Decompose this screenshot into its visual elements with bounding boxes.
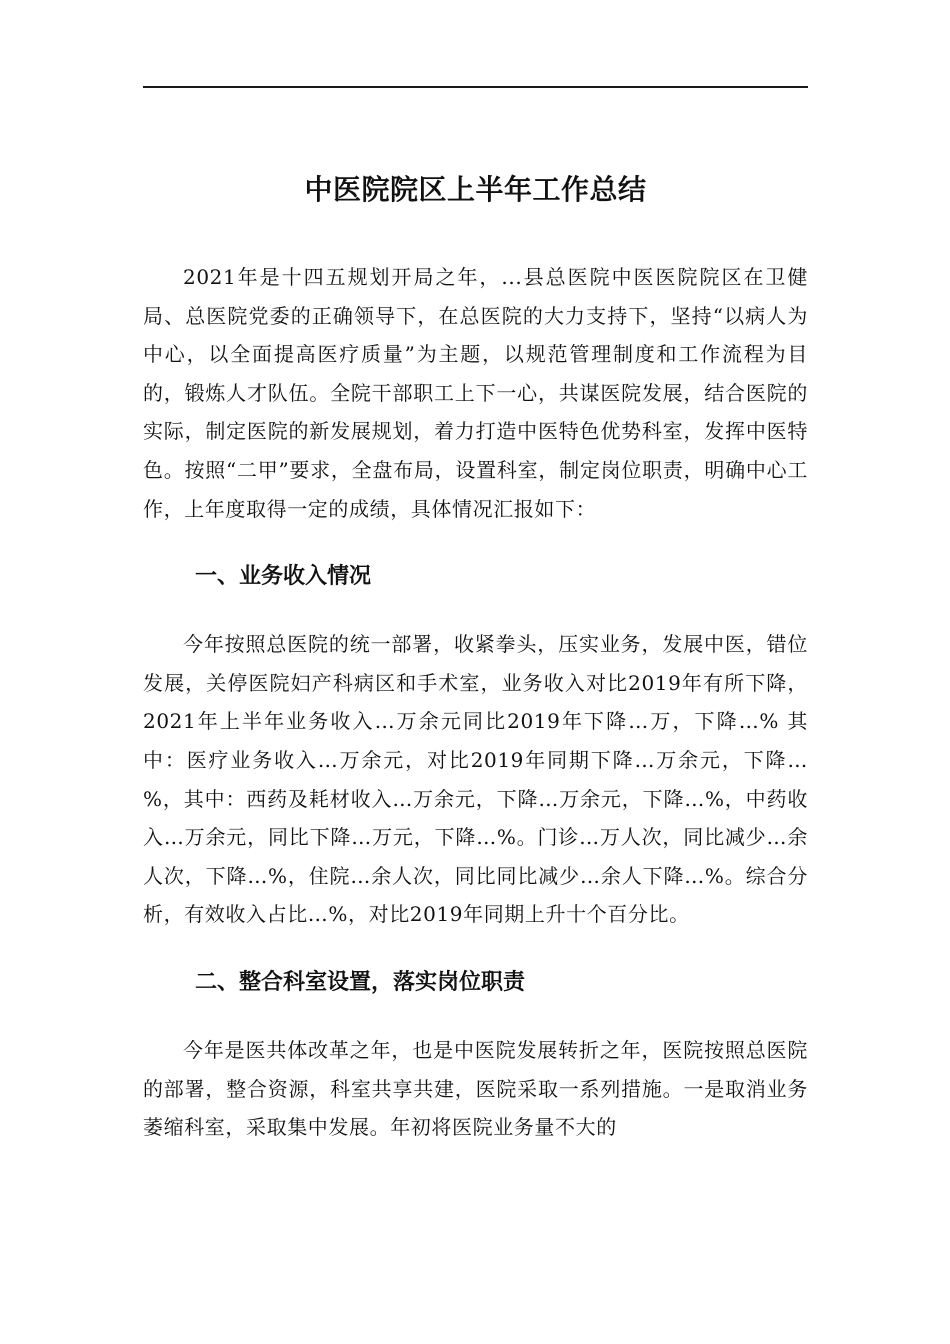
section-heading-department-integration: 二、整合科室设置，落实岗位职责 (195, 969, 526, 995)
document-title: 中医院院区上半年工作总结 (304, 173, 647, 206)
intro-paragraph: 2021年是十四五规划开局之年，...县总医院中医医院院区在卫健局、总医院党委的正确领导下，在总医院的大力支持下，坚持“以病人为中心，以全面提高医疗质量”为主题，以规范管理制度和工作流程为目的，锻炼人才队伍。全院干部职工上下一心，共谋医院发展，结合医院的实际，制定医院的新发展规划，着力打造中医特色优势科室，发挥中医特色。按照“二甲”要求，全盘布局，设置科室，制定岗位职责，明确中心工作，上年度取得一定的成绩，具体情况汇报如下： (143, 265, 808, 521)
section-heading-business-income: 一、业务收入情况 (195, 564, 372, 590)
section-paragraph-department-integration: 今年是医共体改革之年，也是中医院发展转折之年，医院按照总医院的部署，整合资源，科室共享共建，医院采取一系列措施。一是取消业务萎缩科室，采取集中发展。年初将医院业务量不大的 (143, 1037, 808, 1140)
section-paragraph-business-income: 今年按照总医院的统一部署，收紧拳头，压实业务，发展中医，错位发展，关停医院妇产科病区和手术室，业务收入对比2019年有所下降，2021年上半年业务收入…万余元同比2019年下降…万，下降…% 其中：医疗业务收入…万余元，对比2019年同期下降…万余元，下降…%，其中：西药及耗材收入…万余元，下降…万余元，下降…%，中药收入…万余元，同比下降…万元，下降…%。门诊…万人次，同比减少…余人次，下降…%，住院…余人次，同比同比减少…余人下降…%。综合分析，有效收入占比…%，对比2019年同期上升十个百分比。 (143, 632, 808, 927)
header-rule (143, 86, 808, 88)
document-body (143, 258, 808, 1147)
